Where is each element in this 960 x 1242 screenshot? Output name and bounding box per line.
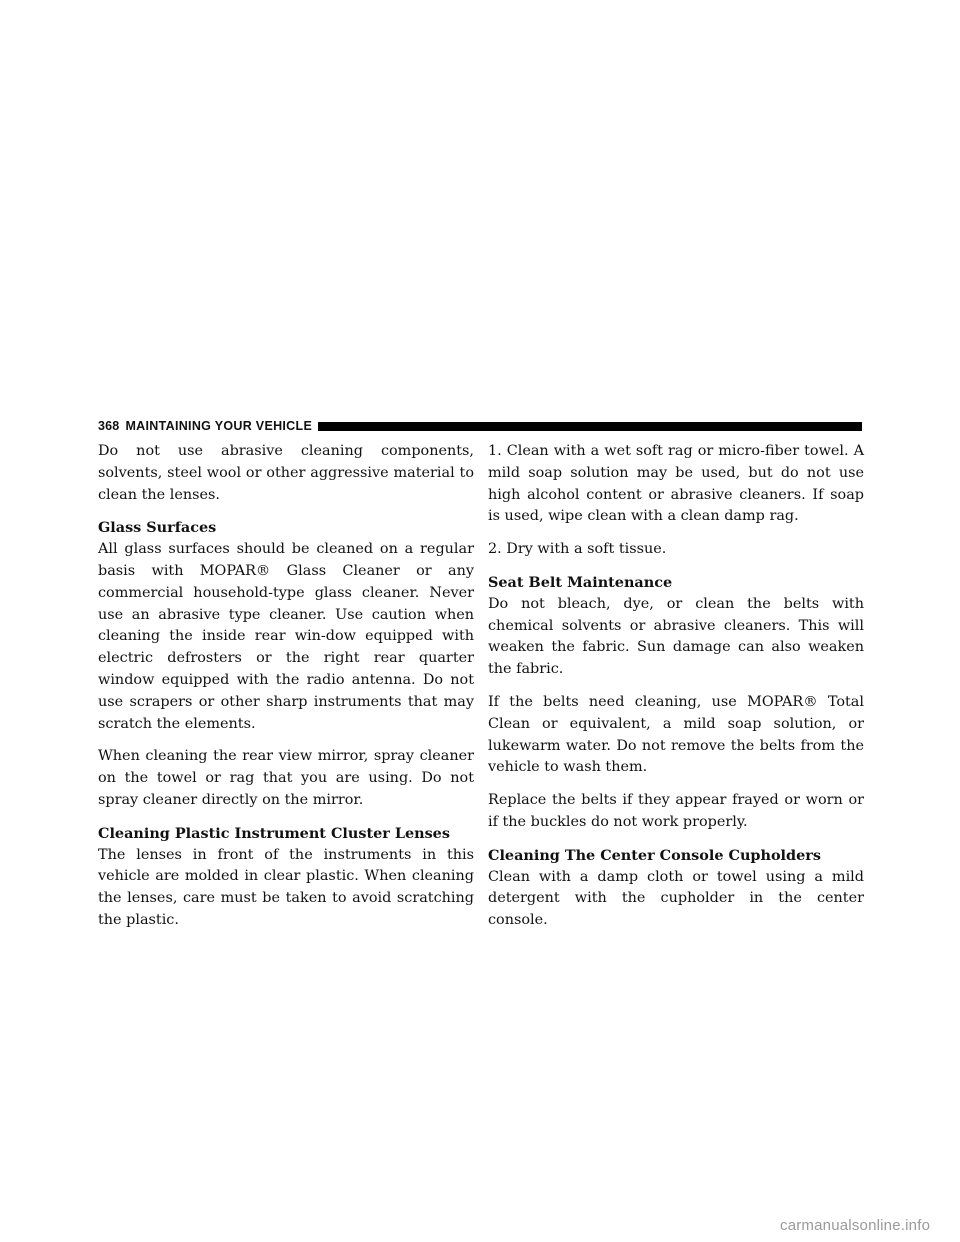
- lenses-warning-paragraph: Do not use abrasive cleaning components, solvents, steel wool or other aggressive material to clean the lenses.: [98, 443, 474, 503]
- cupholders-heading: Cleaning The Center Console Cupholders: [488, 846, 821, 864]
- cleaning-step-2: 2. Dry with a soft tissue.: [488, 541, 667, 558]
- watermark-text: carmanualsonline.info: [780, 1217, 931, 1234]
- cupholders-paragraph: Clean with a damp cloth or towel using a mild detergent with the cupholder in the center console.: [488, 868, 864, 929]
- instrument-lenses-paragraph: The lenses in front of the instruments in this vehicle are molded in clear plastic. When cleaning the lenses, care must be taken to avoid scratching the plastic.: [98, 846, 474, 928]
- content-columns: [98, 441, 864, 943]
- cleaning-step-1: 1. Clean with a wet soft rag or micro-fiber towel. A mild soap solution may be used, but do not use high alcohol content or abrasive cleaners. If soap is used, wipe clean with a clean damp rag.: [488, 443, 864, 525]
- glass-surfaces-paragraph: All glass surfaces should be cleaned on a regular basis with MOPAR® Glass Cleaner or any commercial household-type glass cleaner. Never use an abrasive type cleaner. Use caution when cleaning the inside rear win-dow equipped with electric defrosters or the right rear quarter window equipped with the radio antenna. Do not use scrapers or other sharp instruments that may scratch the elements.: [98, 541, 474, 732]
- instrument-lenses-heading: Cleaning Plastic Instrument Cluster Lenses: [98, 824, 450, 842]
- page-number: 368: [98, 419, 120, 433]
- seat-belt-paragraph-2: If the belts need cleaning, use MOPAR® Total Clean or equivalent, a mild soap solution, or lukewarm water. Do not remove the belts from the vehicle to wash them.: [488, 693, 864, 776]
- page-header: [98, 417, 862, 435]
- section-title: MAINTAINING YOUR VEHICLE: [125, 419, 313, 433]
- seat-belt-heading: Seat Belt Maintenance: [488, 573, 673, 591]
- left-column: [98, 441, 474, 943]
- seat-belt-paragraph-3: Replace the belts if they appear frayed or worn or if the buckles do not work properly.: [488, 792, 864, 830]
- header-rule: [318, 422, 862, 431]
- glass-surfaces-heading: Glass Surfaces: [98, 519, 217, 537]
- mirror-paragraph: When cleaning the rear view mirror, spray cleaner on the towel or rag that you are using. Do not spray cleaner directly on the mirror.: [98, 748, 474, 808]
- seat-belt-paragraph-1: Do not bleach, dye, or clean the belts with chemical solvents or abrasive cleaners. This will weaken the fabric. Sun damage can also weaken the fabric.: [488, 595, 864, 678]
- right-column: [488, 441, 864, 943]
